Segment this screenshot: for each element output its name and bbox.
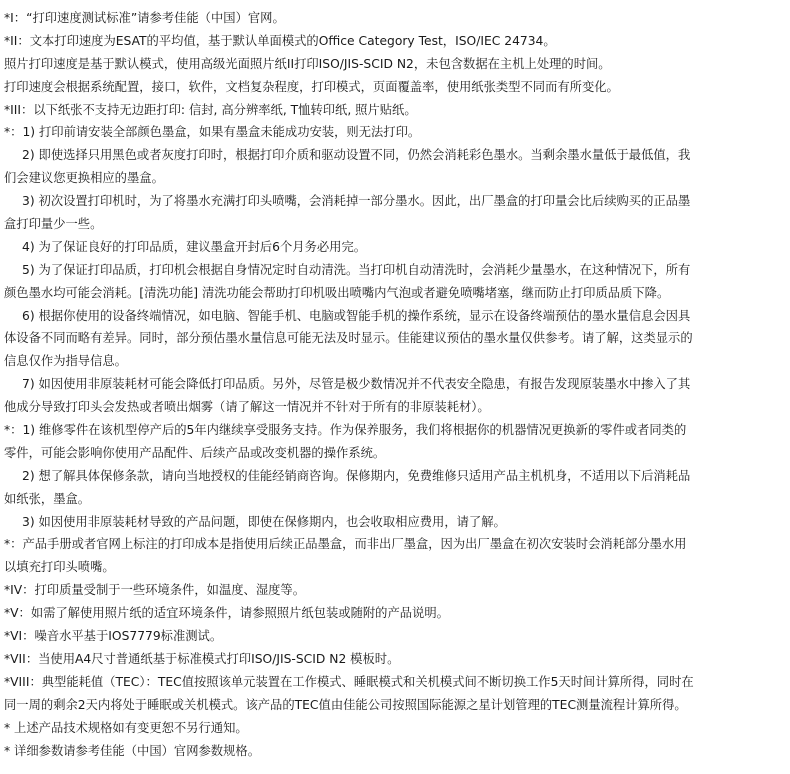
footnote-line: 信息仅作为指导信息。 [4, 354, 127, 369]
footnote-line: 4) 为了保证良好的打印品质，建议墨盒开封后6个月务必用完。 [22, 239, 367, 254]
footnote-line: 打印速度会根据系统配置，接口，软件，文档复杂程度，打印模式，页面覆盖率，使用纸张类型不同而有所变化。 [4, 79, 619, 94]
footnote-line: 3) 如因使用非原装耗材导致的产品问题，即使在保修期内，也会收取相应费用，请了解。 [22, 514, 506, 529]
footnote-line: 6) 根据你使用的设备终端情况，如电脑、智能手机、电脑或智能手机的操作系统，显示在设备终端预估的墨水量信息会因具 [22, 308, 691, 323]
footnote-line: *：1) 打印前请安装全部颜色墨盒，如果有墨盒未能成功安装，则无法打印。 [4, 125, 421, 140]
footnote-line: * 上述产品技术规格如有变更恕不另行通知。 [4, 720, 248, 735]
footnote-line: *I：“打印速度测试标准”请参考佳能（中国）官网。 [4, 11, 285, 25]
footnote-line: 同一周的剩余2天内将处于睡眠或关机模式。该产品的TEC值由佳能公司按照国际能源之星计划管理的TEC测量流程计算所得。 [4, 697, 687, 712]
footnote-line: 零件，可能会影响你使用产品配件、后续产品或改变机器的操作系统。 [4, 445, 386, 460]
footnote-line: * 详细参数请参考佳能（中国）官网参数规格。 [4, 743, 260, 758]
footnote-line: *VI：噪音水平基于IOS7779标准测试。 [4, 629, 223, 644]
footnote-line: 2) 即使选择只用黑色或者灰度打印时，根据打印介质和驱动设置不同，仍然会消耗彩色墨水。当剩余墨水量低于最低值，我 [22, 148, 691, 163]
footnote-line: 他成分导致打印头会发热或者喷出烟雾（请了解这一情况并不针对于所有的非原装耗材）。 [4, 400, 490, 415]
footnote-line: 体设备不同而略有差异。同时，部分预估墨水量信息可能无法及时显示。佳能建议预估的墨水量仅供参考。请了解，这类显示的 [4, 331, 693, 346]
footnote-line: 7) 如因使用非原装耗材可能会降低打印品质。另外，尽管是极少数情况并不代表安全隐患，有报告发现原装墨水中掺入了其 [22, 377, 691, 392]
footnote-line: 们会建议您更换相应的墨盒。 [4, 171, 164, 186]
footnote-line: 照片打印速度是基于默认模式，使用高级光面照片纸II打印ISO/JIS-SCID N2，未包含数据在主机上处理的时间。 [4, 56, 611, 71]
footnote-line: *IV：打印质量受制于一些环境条件，如温度、湿度等。 [4, 583, 306, 598]
footnote-line: *VII：当使用A4尺寸普通纸基于标准模式打印ISO/JIS-SCID N2 模板时。 [4, 651, 400, 666]
spec-footnotes [4, 7, 786, 762]
footnote-line: *V：如需了解使用照片纸的适宜环境条件，请参照照片纸包装或随附的产品说明。 [4, 606, 449, 621]
footnote-line: *III：以下纸张不支持无边距打印: 信封, 高分辨率纸, T恤转印纸, 照片贴纸。 [4, 102, 417, 117]
footnote-line: 5) 为了保证打印品质，打印机会根据自身情况定时自动清洗。当打印机自动清洗时，会消耗少量墨水，在这种情况下，所有 [22, 262, 691, 277]
footnote-line: 颜色墨水均可能会消耗。[清洗功能] 清洗功能会帮助打印机吸出喷嘴内气泡或者避免喷嘴堵塞，继而防止打印质品质下降。 [4, 285, 670, 300]
footnote-line: 3) 初次设置打印机时，为了将墨水充满打印头喷嘴，会消耗掉一部分墨水。因此，出厂墨盒的打印量会比后续购买的正品墨 [22, 194, 691, 209]
footnote-line: *：1) 维修零件在该机型停产后的5年内继续享受服务支持。作为保养服务，我们将根据你的机器情况更换新的零件或者同类的 [4, 423, 687, 438]
footnote-line: *II：文本打印速度为ESAT的平均值，基于默认单面模式的Office Category Test，ISO/IEC 24734。 [4, 33, 556, 48]
footnote-line: *：产品手册或者官网上标注的打印成本是指使用后续正品墨盒，而非出厂墨盒，因为出厂墨盒在初次安装时会消耗部分墨水用 [4, 537, 687, 552]
footnote-line: 以填充打印头喷嘴。 [4, 560, 115, 575]
footnote-line: 2) 想了解具体保修条款，请向当地授权的佳能经销商咨询。保修期内，免费维修只适用产品主机机身，不适用以下后消耗品 [22, 468, 691, 483]
footnote-line: 如纸张，墨盒。 [4, 491, 91, 506]
footnote-line: *VIII：典型能耗值（TEC）：TEC值按照该单元装置在工作模式、睡眠模式和关机模式间不断切换工作5天时间计算所得，同时在 [4, 674, 694, 689]
footnote-line: 盒打印量少一些。 [4, 217, 103, 232]
